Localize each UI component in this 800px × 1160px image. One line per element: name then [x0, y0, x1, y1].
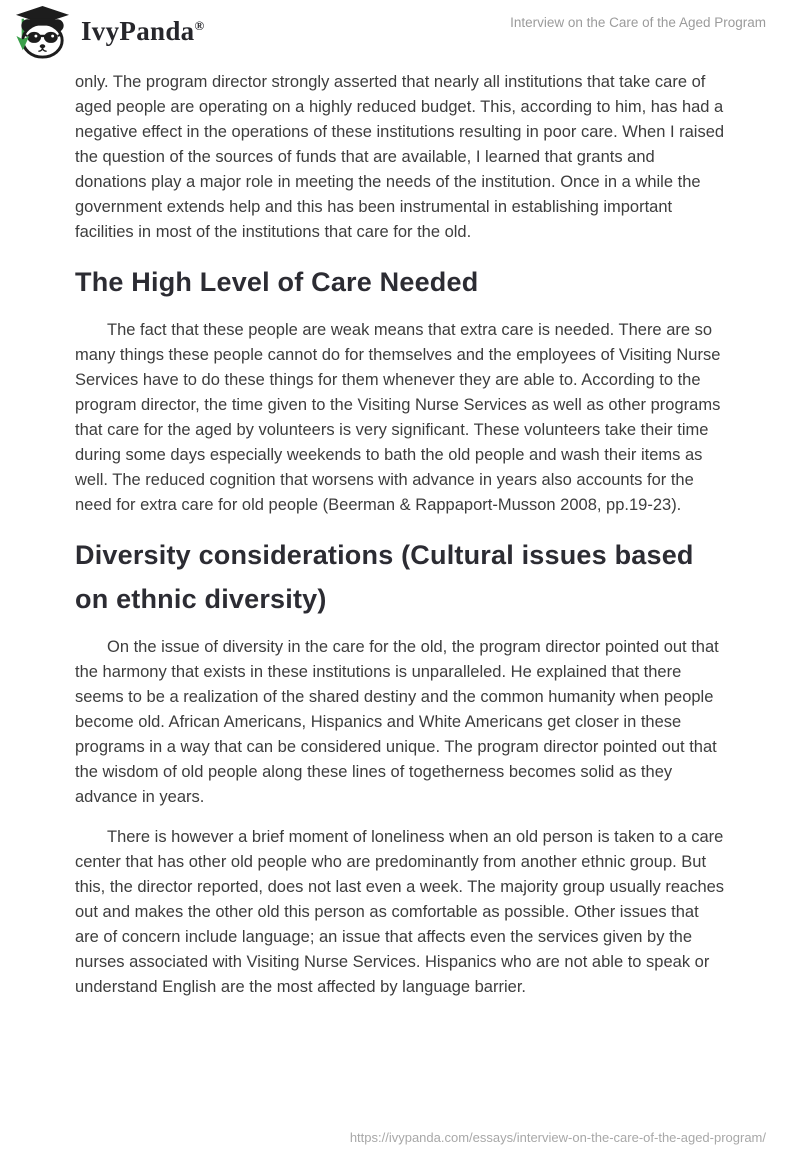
registered-mark: ® — [194, 18, 205, 33]
page-footer — [350, 1129, 766, 1147]
section-heading-care-needed: The High Level of Care Needed — [75, 267, 479, 297]
section-heading-diversity: Diversity considerations (Cultural issues based on ethnic diversity) — [75, 540, 694, 614]
brand-text: IvyPanda — [81, 16, 195, 46]
article-body — [75, 70, 727, 1015]
paragraph-diversity: On the issue of diversity in the care for the old, the program director pointed out that the harmony that exists in these institutions is unparalleled. He explained that there seems to be a realization of the shared destiny and the common humanity when people become old. African Americans, Hispanics and White Americans get closer in these programs in a way that can be considered unique. The program director pointed out that the wisdom of old people along these lines of togetherness becomes solid as they advance in years. — [75, 638, 719, 806]
paragraph-care-needed: The fact that these people are weak means that extra care is needed. There are so many things these people cannot do for themselves and the employees of Visiting Nurse Services have to do these things for them whenever they are able to. According to the program director, the time given to the Visiting Nurse Services as well as other programs that care for the aged by volunteers is very significant. These volunteers take their time during some days especially weekends to bath the old people and wash their items as well. The reduced cognition that worsens with advance in years also accounts for the need for extra care for old people (Beerman & Rappaport-Musson 2008, pp.19-23). — [75, 321, 721, 514]
paragraph-loneliness: There is however a brief moment of loneliness when an old person is taken to a care center that has other old people who are predominantly from another ethnic group. But this, the director reported, does not last even a week. The majority group usually reaches out and makes the other old this person as comfortable as possible. Other issues that are of concern include language; an issue that affects even the services given by the nurses associated with Visiting Nurse Services. Hispanics who are not able to speak or understand English are the most affected by language barrier. — [75, 828, 725, 996]
page-header — [0, 0, 800, 66]
running-head-title: Interview on the Care of the Aged Program — [510, 15, 766, 30]
source-url-link[interactable]: https://ivypanda.com/essays/interview-on-the-care-of-the-aged-program/ — [349, 1130, 766, 1145]
brand-name — [81, 18, 204, 49]
brand — [13, 5, 204, 62]
paragraph-funding: only. The program director strongly asserted that nearly all institutions that take care of aged people are operating on a highly reduced budget. This, according to him, has had a negative effect in the operations of these institutions resulting in poor care. When I raised the question of the sources of funds that are available, I learned that grants and donations play a major role in meeting the needs of the institution. Once in a while the government extends help and this has been instrumental in establishing important facilities in most of the institutions that care for the old. — [75, 73, 725, 241]
ivypanda-panda-graduation-cap-logo-icon — [13, 5, 72, 62]
